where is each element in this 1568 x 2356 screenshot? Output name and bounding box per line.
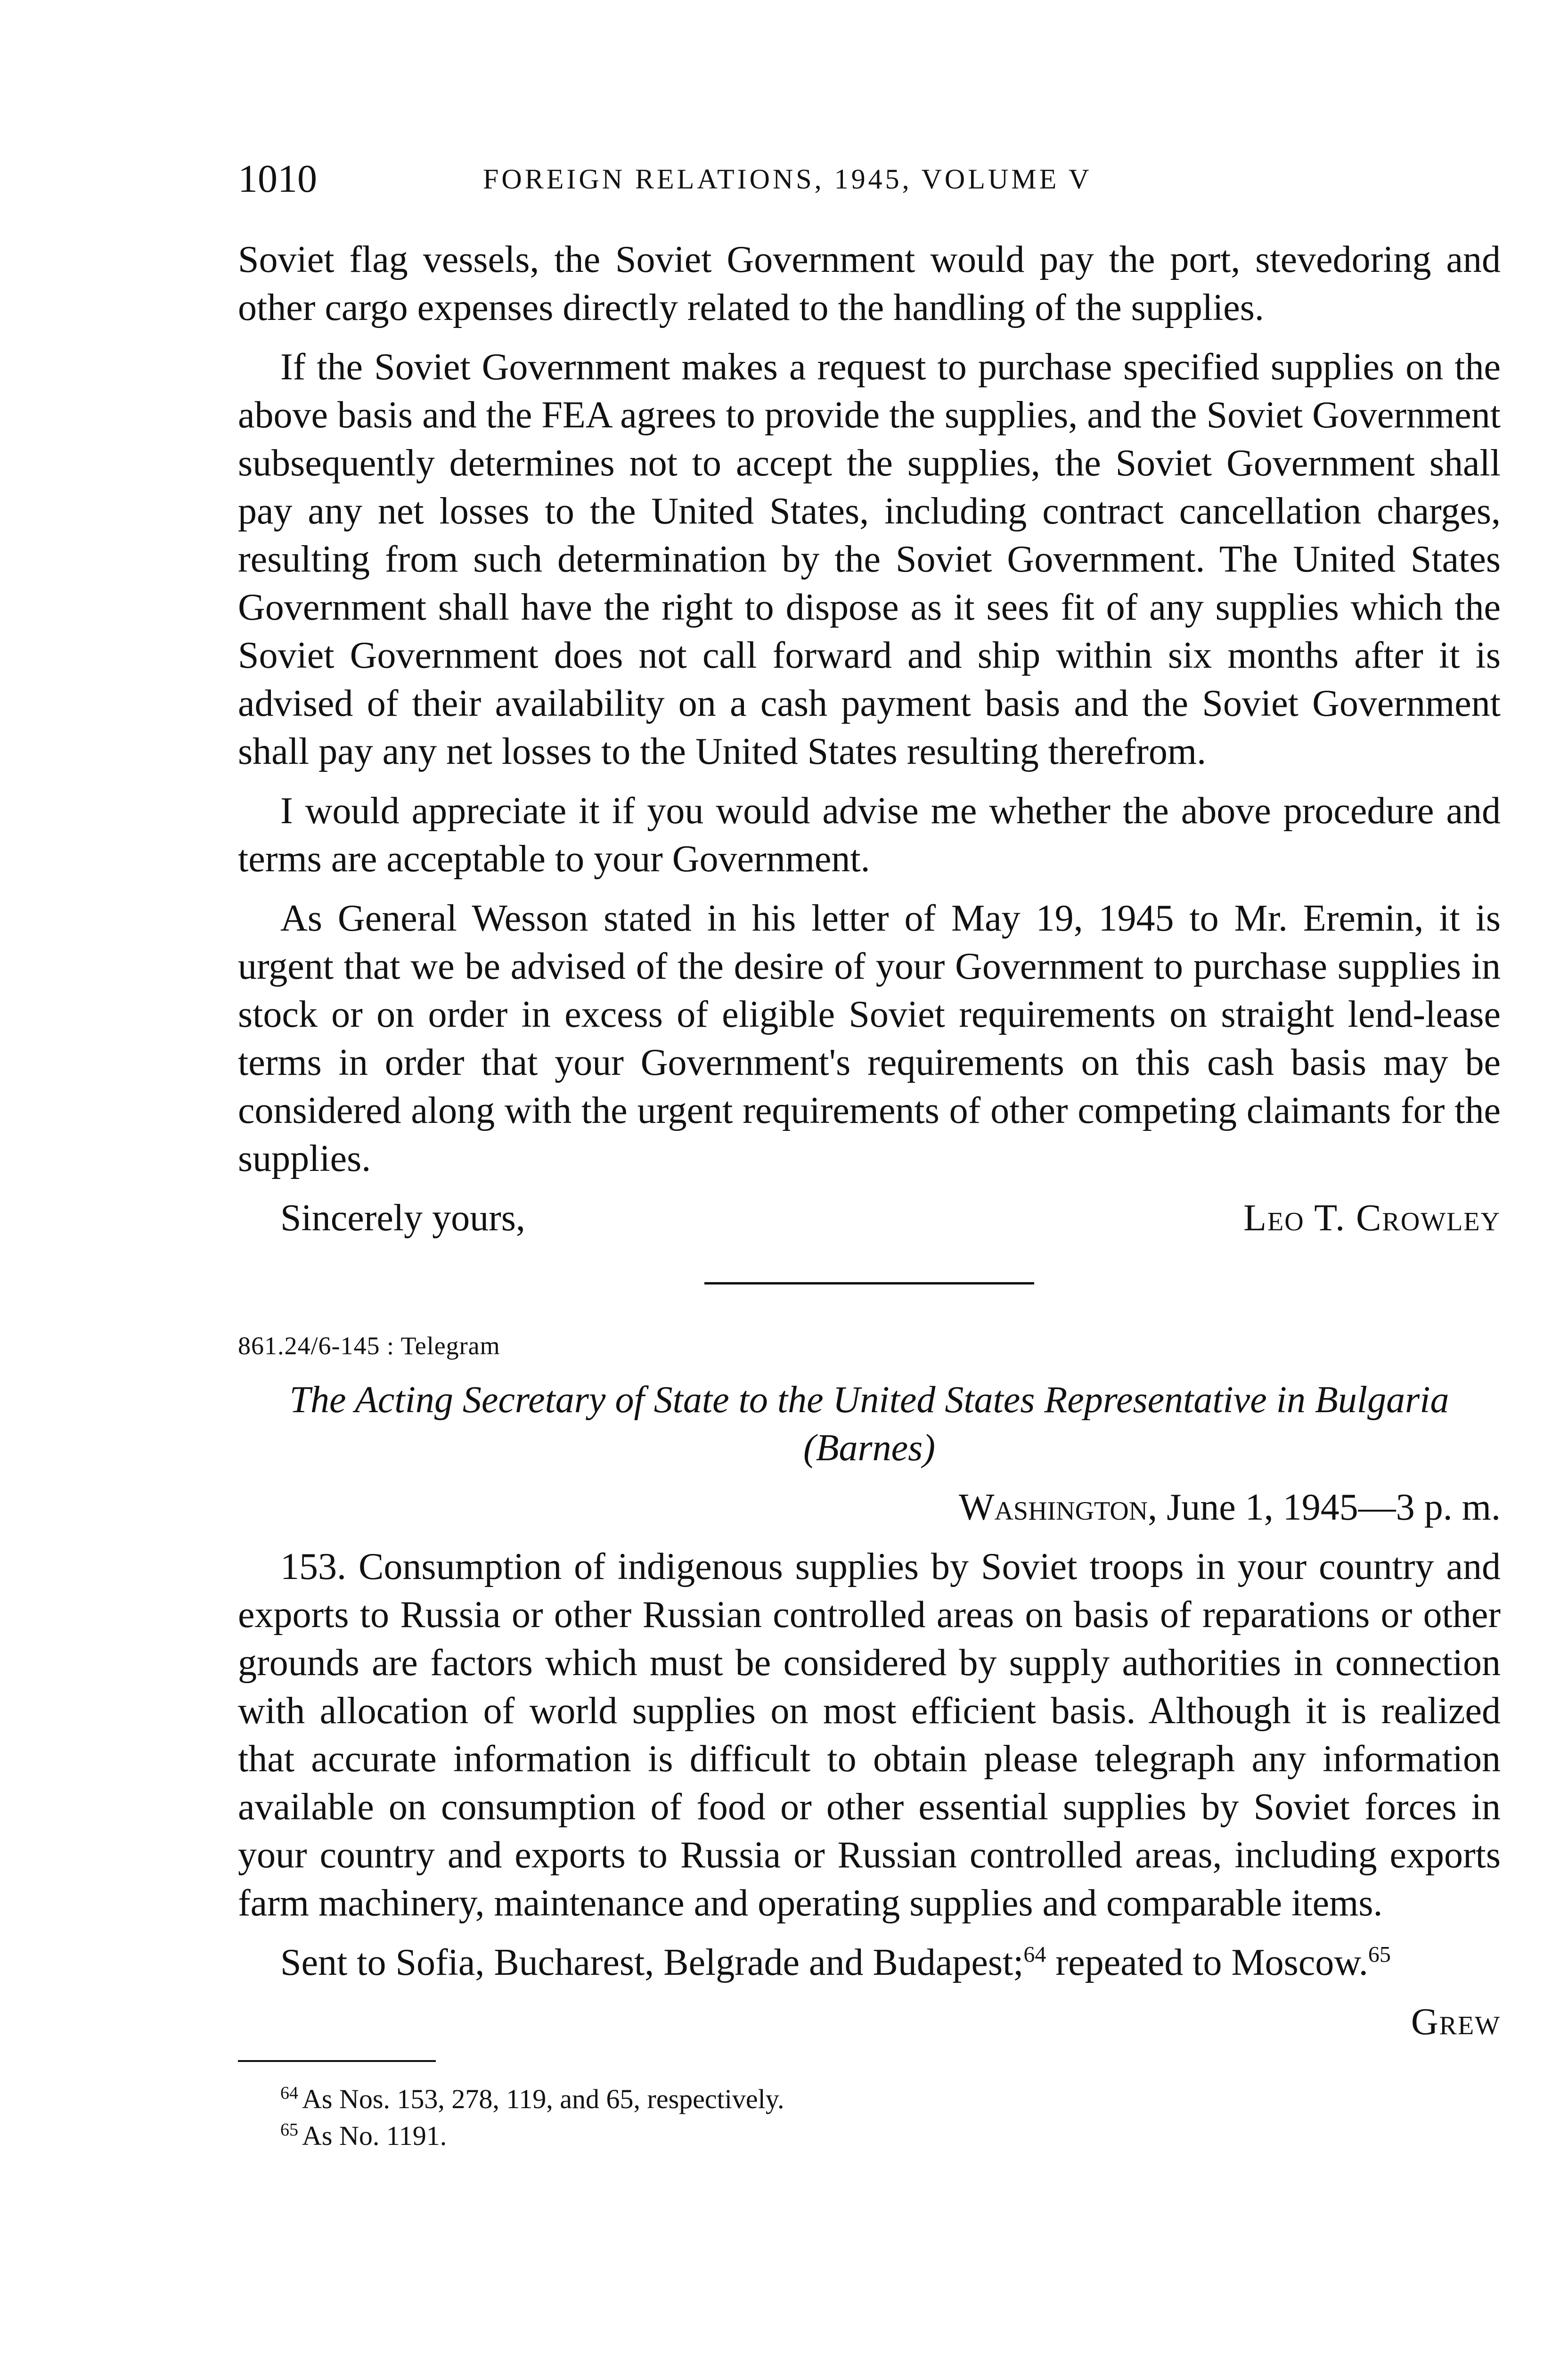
footnote-65 bbox=[238, 2118, 1501, 2154]
letter-signature: Leo T. Crowley bbox=[1243, 1197, 1501, 1239]
letter-paragraph-1: Soviet flag vessels, the Soviet Government would pay the port, stevedoring and other cargo expenses directly related to the handling of the supplies. bbox=[238, 239, 1501, 328]
telegram-file-reference: 861.24/6-145 : Telegram bbox=[238, 1332, 500, 1360]
telegram-signature: Grew bbox=[1411, 2001, 1501, 2043]
dateline-place: Washington, bbox=[958, 1487, 1158, 1528]
page-number: 1010 bbox=[238, 157, 317, 201]
dateline-date: June 1, 1945—3 p. m. bbox=[1167, 1487, 1501, 1528]
section-divider bbox=[704, 1282, 1034, 1284]
letter-paragraph-4: As General Wesson stated in his letter of May 19, 1945 to Mr. Eremin, it is urgent that we be advised of the desire of your Government to purchase supplies in stock or on order in excess of eligible Soviet requirements on straight lend-lease terms in order that your Government's requirements on this cash basis may be considered along with the urgent requirements of other competing claimants for the supplies. bbox=[238, 898, 1501, 1179]
telegram-paragraph-2 bbox=[238, 1939, 1501, 1987]
footnote-number: 64 bbox=[280, 2083, 298, 2103]
telegram-paragraph-1: 153. Consumption of indigenous supplies by Soviet troops in your country and exports to Russia or other Russian controlled areas on basis of reparations or other grounds are factors which must be considered by supply authorities in connection with allocation of world supplies on most efficient basis. Although it is realized that accurate information is difficult to obtain please telegraph any information available on consumption of food or other essential supplies by Soviet forces in your country and exports to Russia or Russian controlled areas, including exports farm machinery, maintenance and operating supplies and comparable items. bbox=[238, 1546, 1501, 1924]
footnote-ref-64[interactable]: 64 bbox=[1023, 1942, 1046, 1967]
telegram-dateline bbox=[238, 1483, 1501, 1531]
footnote-text: As Nos. 153, 278, 119, and 65, respectively. bbox=[302, 2084, 784, 2114]
letter-paragraph-3: I would appreciate it if you would advise me whether the above procedure and terms are acceptable to your Government. bbox=[238, 790, 1501, 880]
footnotes bbox=[238, 2081, 1501, 2154]
letter-closing: Sincerely yours, bbox=[280, 1197, 525, 1239]
footnote-text: As No. 1191. bbox=[302, 2120, 447, 2151]
letter-closing-line bbox=[238, 1194, 1501, 1242]
letter-paragraph-2: If the Soviet Government makes a request to purchase specified supplies on the above basis and the FEA agrees to provide the supplies, and the Soviet Government subsequently determines not to accept the supplies, the Soviet Government shall pay any net losses to the United States, including contract cancellation charges, resulting from such determination by the Soviet Government. The United States Government shall have the right to dispose as it sees fit of any supplies which the Soviet Government does not call forward and ship within six months after it is advised of their availability on a cash payment basis and the Soviet Government shall pay any net losses to the United States resulting therefrom. bbox=[238, 346, 1501, 772]
page-body bbox=[238, 236, 1501, 2154]
footnote-divider bbox=[238, 2060, 436, 2062]
page-header bbox=[238, 151, 1501, 207]
telegram-title: The Acting Secretary of State to the United States Representative in Bulgaria (Barnes) bbox=[289, 1379, 1449, 1469]
telegram-paragraph-2-text: Sent to Sofia, Bucharest, Belgrade and Budapest; bbox=[280, 1942, 1024, 1983]
telegram-paragraph-2-mid: repeated to Moscow. bbox=[1046, 1942, 1368, 1983]
footnote-64 bbox=[238, 2081, 1501, 2118]
running-head: FOREIGN RELATIONS, 1945, VOLUME V bbox=[483, 164, 1092, 195]
footnote-number: 65 bbox=[280, 2119, 298, 2140]
footnote-ref-65[interactable]: 65 bbox=[1368, 1942, 1391, 1967]
